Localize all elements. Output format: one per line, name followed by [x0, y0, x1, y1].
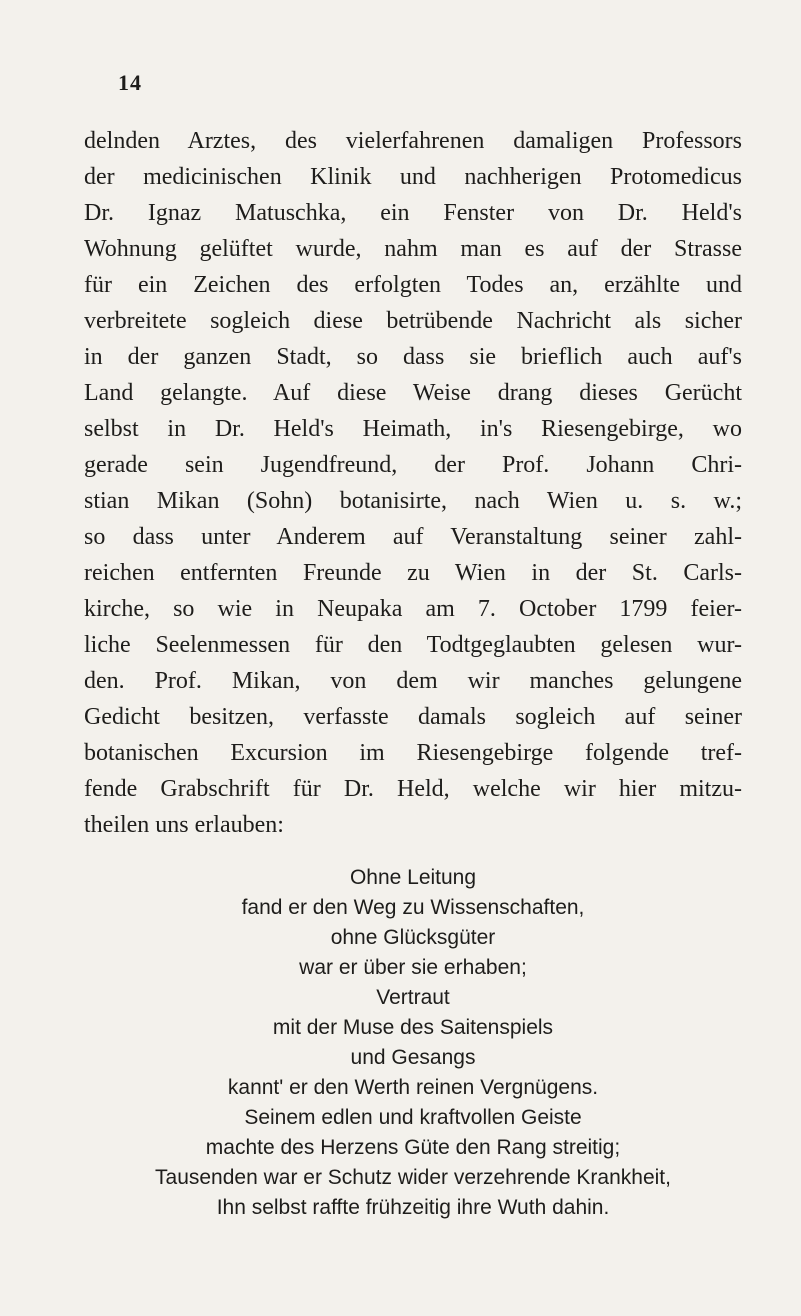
text-line: der medicinischen Klinik und nachherigen Protomedicus — [84, 164, 742, 190]
poem-line: kannt' er den Werth reinen Vergnügens. — [227, 1076, 599, 1099]
text-line: den. Prof. Mikan, von dem wir manches gelungene — [84, 668, 742, 694]
text-line: verbreitete sogleich diese betrübende Nachricht als sicher — [84, 308, 742, 334]
poem-line: ohne Glücksgüter — [330, 926, 496, 949]
text-line: Wohnung gelüftet wurde, nahm man es auf der Strasse — [84, 236, 742, 262]
text-line: selbst in Dr. Held's Heimath, in's Riesengebirge, wo — [84, 416, 742, 442]
poem-line: Seinem edlen und kraftvollen Geiste — [244, 1106, 582, 1129]
text-line: theilen uns erlauben: — [84, 812, 284, 838]
page-number: 14 — [118, 70, 142, 95]
poem-line: und Gesangs — [350, 1046, 476, 1069]
poem-line: fand er den Weg zu Wissenschaften, — [241, 896, 585, 919]
text-line: gerade sein Jugendfreund, der Prof. Johann Chri- — [84, 452, 742, 478]
text-line: liche Seelenmessen für den Todtgeglaubten gelesen wur- — [84, 632, 742, 658]
poem-line: Tausenden war er Schutz wider verzehrende Krankheit, — [155, 1166, 671, 1189]
poem-line: mit der Muse des Saitenspiels — [272, 1016, 554, 1039]
text-line: Gedicht besitzen, verfasste damals sogleich auf seiner — [84, 704, 742, 730]
poem-line: war er über sie erhaben; — [299, 956, 527, 979]
poem-line: Vertraut — [376, 986, 450, 1009]
text-line: kirche, so wie in Neupaka am 7. October 1799 feier- — [84, 596, 742, 622]
body-text — [84, 123, 742, 843]
text-line: so dass unter Anderem auf Veranstaltung seiner zahl- — [84, 524, 742, 550]
text-line: delnden Arztes, des vielerfahrenen damaligen Professors — [84, 128, 742, 154]
text-line: Land gelangte. Auf diese Weise drang dieses Gerücht — [84, 380, 742, 406]
poem-line: machte des Herzens Güte den Rang streitig; — [205, 1136, 621, 1159]
poem-line: Ohne Leitung — [349, 866, 477, 889]
text-line: Dr. Ignaz Matuschka, ein Fenster von Dr. Held's — [84, 200, 742, 226]
text-line: botanischen Excursion im Riesengebirge folgende tref- — [84, 740, 742, 766]
text-line: reichen entfernten Freunde zu Wien in der St. Carls- — [84, 560, 742, 586]
text-line: fende Grabschrift für Dr. Held, welche wir hier mitzu- — [84, 776, 742, 802]
text-line: stian Mikan (Sohn) botanisirte, nach Wien u. s. w.; — [84, 488, 742, 514]
text-line: in der ganzen Stadt, so dass sie brieflich auch auf's — [84, 344, 742, 370]
text-line: für ein Zeichen des erfolgten Todes an, erzählte und — [84, 272, 742, 298]
poem-line: Ihn selbst raffte frühzeitig ihre Wuth dahin. — [216, 1196, 610, 1219]
epitaph-poem — [84, 863, 742, 1223]
